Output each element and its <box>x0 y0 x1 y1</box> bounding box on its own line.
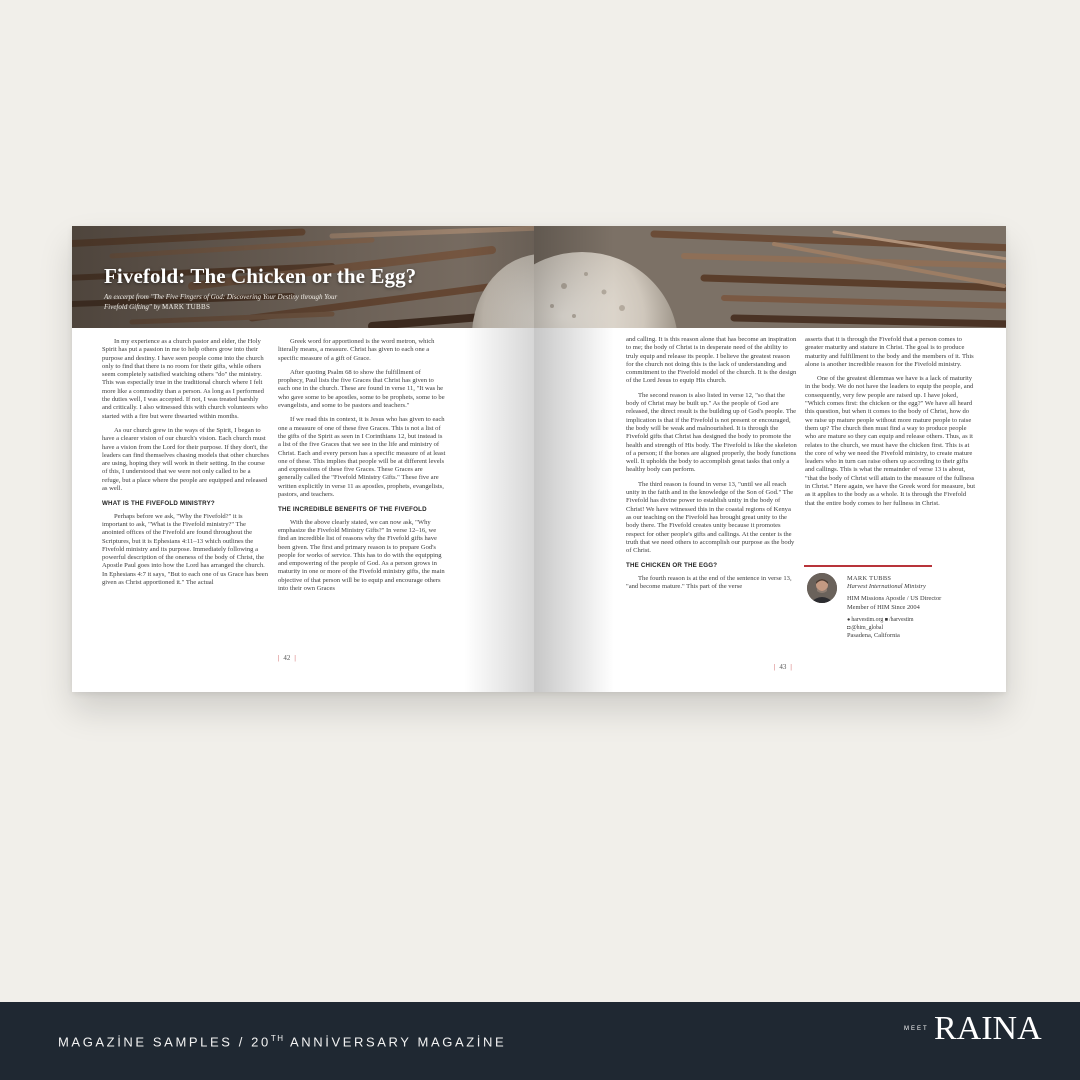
paragraph: As our church grew in the ways of the Spirit, I began to have a clearer vision of our church's vision. Each church must have a vision from the Lord for their purpose. If they don't, the leaders can find themselves chasing models that other churches are using, hoping they will work in their setting. In the course of this, I understood that we were not only called to be a refuge, but a place where the people are equipped and released as well. <box>102 426 269 493</box>
paragraph: asserts that it is through the Fivefold that a person comes to greater maturity and stature in Christ. The goal is to produce maturity and fulfillment to the body and the members of it. This alone is another incredible reason for the Fivefold ministry. <box>805 336 974 368</box>
section-heading: THE CHICKEN OR THE EGG? <box>626 562 718 570</box>
paragraph: The fourth reason is at the end of the sentence in verse 13, "and become mature." This part of the verse <box>626 574 792 591</box>
paragraph: The third reason is found in verse 13, "until we all reach unity in the faith and in the knowledge of the Son of God." The Fivefold has divine power to establish unity in the body of Christ! We have witnessed this in the coastal regions of Kenya as our teaching on the Fivefold has brought great unity to the body there. The Fivefold creates unity because it promotes respect for other people's gifts and callings. At the center is the truth that we need others to accomplish our purpose as the body of Christ. <box>626 480 795 555</box>
subtitle-author: MARK TUBBS <box>161 303 211 311</box>
page-number-right: | 43 | <box>774 663 792 671</box>
author-photo-icon <box>807 573 837 603</box>
page-number-value: 43 <box>779 663 787 671</box>
paragraph: One of the greatest dilemmas we have is a lack of maturity in the body. We do not have the leaders to equip the people, and consequently, very few people are raised up. I have joked, "Which comes first: the chicken or the egg?" We have all heard this question, but when it comes to the body of Christ, how do we raise up mature people without more mature people to raise them up? The church then must find a way to produce people who are mature so they can equip and release others. Thus, as it relates to the church, we must have the chicken first. This is at the core of why we need the Fivefold ministry, to create mature leaders who in turn can raise others up according to their gifts and callings. This is what the remainder of verse 13 is about, "that the body of Christ will attain to the measure of the fullness in Christ." Here again, we have the Greek word for measure, but as it applies to the body as a whole. It is through the Fivefold that the entire body comes to her fullness in Christ. <box>805 375 976 507</box>
paragraph: With the above clearly stated, we can now ask, "Why emphasize the Fivefold Ministry Gifts?" In verse 12–16, we find an incredible list of reasons why the Fivefold gifts have been given. The first and primary reason is to prepare God's people for works of service. This has to do with the equipping and empowering of the people of God. As a person grows in maturity in one or more of the Fivefold ministry gifts, the main objective of that person will be to equip and encourage others into their own Graces <box>278 518 445 593</box>
bio-divider <box>804 565 932 567</box>
footer-label-main: MAGAZİNE SAMPLES / 20 <box>58 1034 271 1050</box>
right-page <box>534 226 1006 692</box>
subtitle-prefix: An excerpt from <box>104 293 151 301</box>
paragraph: Greek word for apportioned is the word metron, which literally means, a measure. Christ has given to each one a specific measure of a gift of Grace. <box>278 338 435 362</box>
subtitle-by: by <box>151 303 162 311</box>
subtitle-book: "The Five Fingers of God: Discovering Your Destiny through Your Fivefold Gifting" <box>104 293 338 311</box>
article-title: Fivefold: The Chicken or the Egg? <box>104 264 417 288</box>
instagram-icon: ◘ <box>847 625 851 632</box>
footer-label <box>58 1034 506 1049</box>
brand-logo: RAINA <box>934 1010 1042 1047</box>
author-location: Pasadena, California <box>847 632 900 640</box>
paragraph: The second reason is also listed in verse 12, "so that the body of Christ may be built up." As the people of God are released, the direct result is the building up of God's people. The implication is that if the Fivefold is not present or encouraged, the body will be weak and malnourished. It is through the Fivefold gifts that Christ has designed the body to promote the health and strength of His body. The Fivefold is like the skeleton of a person; if the bones are aligned properly, the body functions well. It upholds the body to accomplish great tasks that only a healthy body can perform. <box>626 391 797 474</box>
author-org: Harvest International Ministry <box>847 583 926 591</box>
left-column-2 <box>278 338 446 654</box>
paragraph: Perhaps before we ask, "Why the Fivefold?" it is important to ask, "What is the Fivefold ministry?" The anointed offices of the Fivefold are found throughout the Scriptures, but it is Ephesians 4:11–13 which outlines the Fivefold ministry and its purpose. Immediately following a powerful description of the oneness of the body of Christ, the Apostle Paul goes into how the Lord has arranged the church. In Ephesians 4:7 it says, "But to each one of us Grace has been given as Christ apportioned it." The actual <box>102 512 269 587</box>
right-column-1 <box>626 336 797 676</box>
hero-image-right <box>534 226 1006 328</box>
left-page <box>72 226 534 692</box>
author-social-row-2 <box>847 624 987 632</box>
page-number-value: 42 <box>283 654 291 662</box>
egg-twigs-image <box>534 226 1006 328</box>
left-column-1 <box>102 338 269 668</box>
globe-icon: ● <box>847 616 851 623</box>
footer-label-sup: TH <box>270 1034 285 1043</box>
author-website[interactable]: harvestim.org <box>851 616 884 623</box>
author-name: MARK TUBBS <box>847 575 892 582</box>
author-avatar <box>807 573 837 603</box>
page-number-left: | 42 | <box>278 654 296 662</box>
footer-label-end: ANNİVERSARY MAGAZİNE <box>284 1034 507 1050</box>
paragraph: After quoting Psalm 68 to show the fulfillment of prophecy, Paul lists the five Graces that Christ has given to each one in the church. These are found in verse 11, "It was he who gave some to be apostles, some to be prophets, some to be evangelists, and some to be pastors and teachers." <box>278 368 445 410</box>
section-heading: THE INCREDIBLE BENEFITS OF THE FIVEFOLD <box>278 506 427 514</box>
magazine-spread <box>72 226 1006 692</box>
facebook-icon: ■ <box>884 616 889 623</box>
right-column-2 <box>805 336 976 562</box>
hero-image-left <box>72 226 534 328</box>
article-subtitle <box>104 292 354 312</box>
brand-meet: MEET <box>904 1026 929 1032</box>
paragraph: and calling. It is this reason alone that has become an inspiration to me; the body of Christ is in desperate need of the ability to truly equip and release its people. I believe the greatest reason for the church not doing this is the lack of understanding and commitment to the Fivefold model of the church. It is the design of the Lord Jesus to equip His church. <box>626 336 797 385</box>
section-heading: WHAT IS THE FIVEFOLD MINISTRY? <box>102 500 215 508</box>
author-instagram[interactable]: @him_global <box>851 625 884 632</box>
paragraph: If we read this in context, it is Jesus who has given to each one a measure of one of these five Graces. This is not a list of the gifts of the Spirit as seen in I Corinthians 12, but instead is a list of the five Graces that we see in the life and ministry of Christ. Each and every person has a specific measure of at least one of these. This implies that people will be at different levels and expressions of these five Graces. These Graces are generally called the "Fivefold Ministry Gifts." These five are written explicitly in verse 11 as apostles, prophets, evangelists, pastors, and teachers. <box>278 416 446 499</box>
author-bio <box>847 575 987 640</box>
author-since: Member of HIM Since 2004 <box>847 603 920 611</box>
author-role: HIM Missions Apostle / US Director <box>847 595 942 603</box>
author-facebook[interactable]: /harvestim <box>889 616 914 623</box>
paragraph: In my experience as a church pastor and elder, the Holy Spirit has put a passion in me to help others grow into their purpose and destiny. I have seen people come into the church only to find that there is no room for their gifts, while others seem completely satisfied watching others "do" the ministry. This was especially true in the traditional church where I felt more like a commodity than a person. As long as I performed the duties well, I was accepted. If not, I was treated harshly and critically. I also witnessed this with church volunteers who started with a fire but were thwarted within months. <box>102 338 268 420</box>
author-social-row <box>847 616 987 624</box>
